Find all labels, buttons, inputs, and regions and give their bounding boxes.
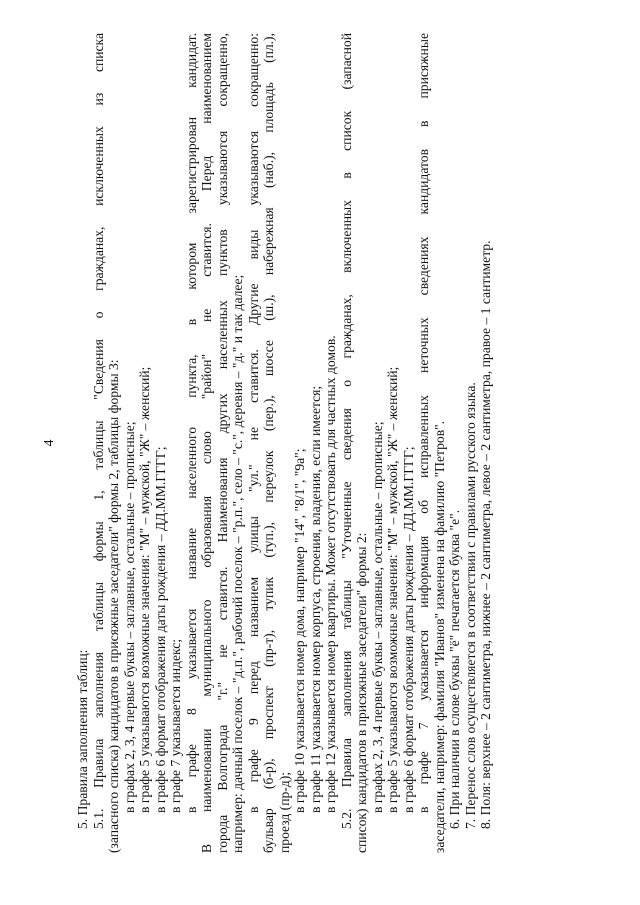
text-line: проезд (пр-д);: [276, 771, 292, 853]
text-line: заседатели, например: фамилия "Иванов" изменена на фамилию "Петров".: [431, 420, 447, 853]
text-line: например: дачный поселок – "д.п.", рабочий поселок – "р.п.", село – "с.", деревня – "д." и так далее;: [230, 274, 245, 853]
text-line: 7. Перенос слов осуществляется в соответствии с правилами русского языка.: [462, 382, 478, 829]
text-line: бульвар (б-р), проспект (пр-т), тупик (туп.), переулок (пер.), шоссе (ш.), набережная (наб.), площадь (пл.),: [261, 33, 276, 853]
rotated-text-block: [41, 33, 555, 853]
text-line: в графе 7 указывается индекс;: [168, 638, 183, 813]
text-line: список) кандидатов в присяжные заседатели" формы 2:: [354, 532, 369, 853]
text-line: в графе 9 перед названием улицы "ул." не ставится. Другие виды указываются сокращенно:: [245, 33, 261, 813]
text-line: в графе 12 указывается номер квартиры. Может отсутствовать для частных домов.: [323, 335, 338, 813]
text-line: в графе 11 указывается номер корпуса, строения, владения, если имеется;: [307, 385, 323, 813]
text-line: (запасного списка) кандидатов в присяжные заседатели" формы 2, таблицы формы 3:: [106, 359, 121, 853]
page-number: 4: [41, 439, 56, 447]
text-line: В наименовании муниципального образования слово "район" не ставится. Перед наименованием: [199, 33, 214, 853]
text-line: в графах 2, 3, 4 первые буквы – заглавные, остальные – прописные;: [369, 421, 385, 813]
text-line: 6. При наличии в слове буквы "ё" печатается буква "е".: [447, 509, 462, 829]
text-line: в графе 6 формат отображения даты рождения – ДД.ММ.ГГГГ;: [152, 446, 168, 813]
text-line: 5.1. Правила заполнения таблицы формы 1, таблицы "Сведения о гражданах, исключенных из списка: [90, 33, 106, 829]
text-line: в графах 2, 3, 4 первые буквы – заглавные, остальные – прописные;: [121, 421, 137, 813]
text-line: 8. Поля: верхнее – 2 сантиметра, нижнее – 2 сантиметра, левое – 2 сантиметра, правое – 1 сантиметр.: [478, 240, 493, 829]
text-line: в графе 7 указывается информация об исправленных неточных сведениях кандидатов в присяжные: [416, 33, 431, 813]
document-body: [75, 33, 494, 853]
text-line: в графе 6 формат отображения даты рождения – ДД.ММ.ГГГГ;: [400, 446, 416, 813]
text-line: в графе 5 указываются возможные значения: "М" – мужской, "Ж" – женский;: [137, 366, 152, 813]
text-line: города Волгограда "г." не ставится. Наименования других населенных пунктов указываются сокращенно,: [214, 33, 230, 853]
text-line: 5.2. Правила заполнения таблицы "Уточненные сведения о гражданах, включенных в список (запасной: [338, 33, 354, 829]
text-line: в графе 8 указывается название населенного пункта, в котором зарегистрирован кандидат.: [183, 33, 199, 813]
text-line: в графе 10 указывается номер дома, например "14", "8/1", "9а";: [292, 448, 307, 813]
text-line: 5. Правила заполнения таблиц:: [75, 649, 90, 829]
text-line: в графе 5 указываются возможные значения: "М" – мужской, "Ж" – женский;: [385, 366, 400, 813]
